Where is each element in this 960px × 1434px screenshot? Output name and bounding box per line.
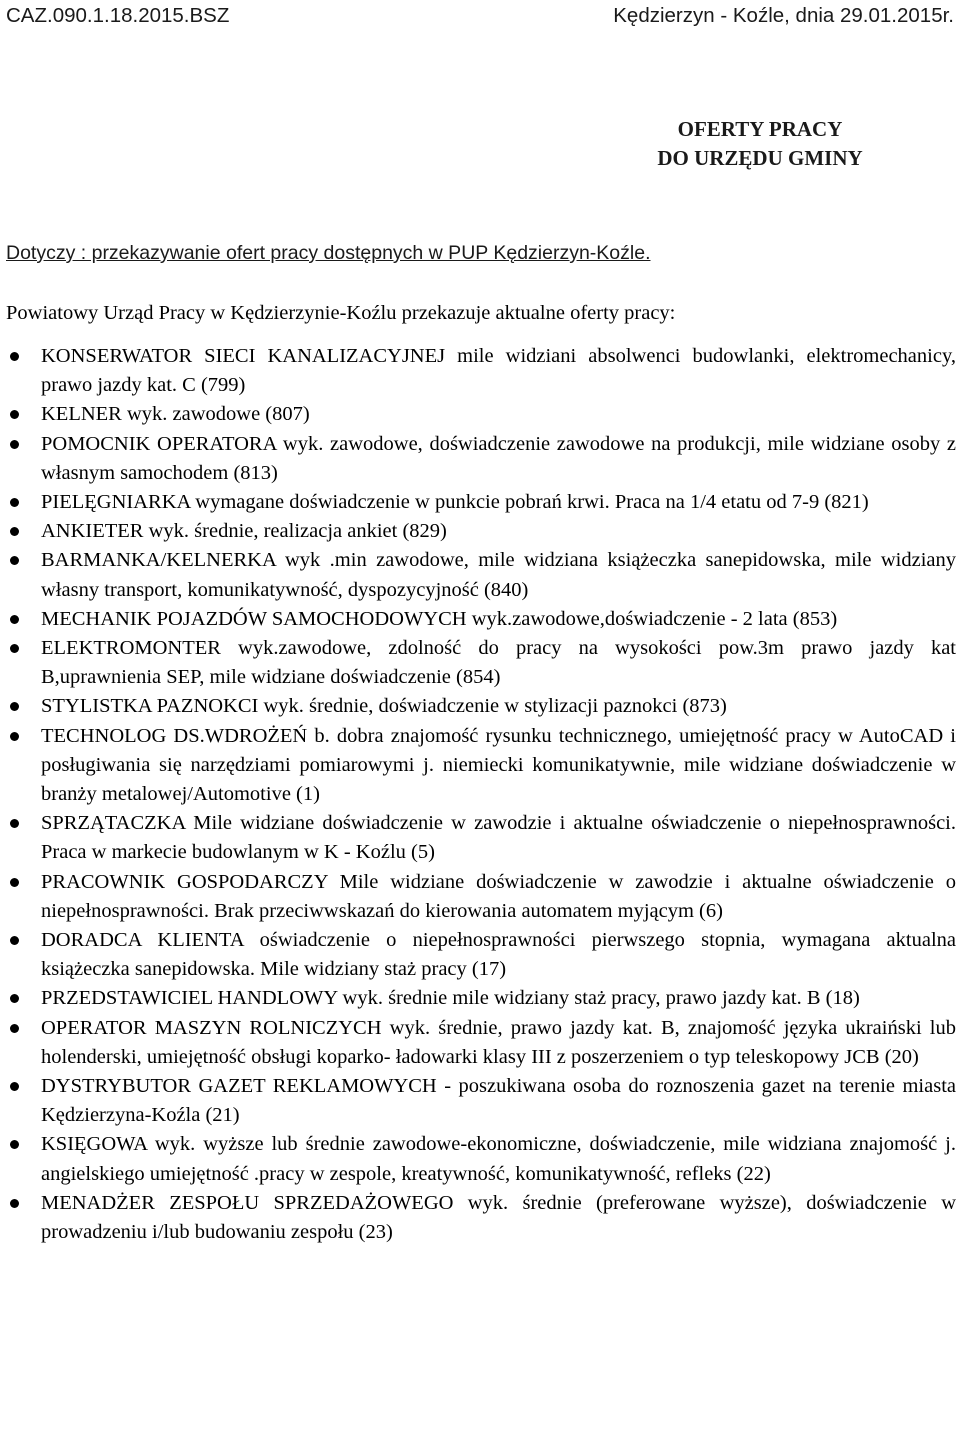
bullet-icon: [10, 702, 19, 711]
offer-text: KONSERWATOR SIECI KANALIZACYJNEJ mile widziani absolwenci budowlanki, elektromechanicy, prawo jazdy kat. C (799): [41, 345, 956, 397]
offer-text: PRZEDSTAWICIEL HANDLOWY wyk. średnie mile widziany staż pracy, prawo jazdy kat. B (18): [41, 987, 860, 1010]
job-offers-list: [0, 342, 960, 1247]
bullet-icon: [10, 352, 19, 361]
subject-line: Dotyczy : przekazywanie ofert pracy dostępnych w PUP Kędzierzyn-Koźle.: [6, 242, 651, 264]
list-item: [0, 926, 960, 984]
list-item: [0, 722, 960, 810]
bullet-icon: [10, 615, 19, 624]
offer-text: OPERATOR MASZYN ROLNICZYCH wyk. średnie, prawo jazdy kat. B, znajomość języka ukraiński lub holenderski, umiejętność obsługi koparko- ładowarki klasy III z poszerzeniem o typ teleskopowy JCB (20): [41, 1016, 956, 1068]
list-item: [0, 1072, 960, 1130]
list-item: [0, 809, 960, 867]
bullet-icon: [10, 732, 19, 741]
intro-paragraph: Powiatowy Urząd Pracy w Kędzierzynie-Koźlu przekazuje aktualne oferty pracy:: [6, 302, 676, 324]
reference-number: CAZ.090.1.18.2015.BSZ: [6, 4, 230, 27]
bullet-icon: [10, 440, 19, 449]
bullet-icon: [10, 878, 19, 887]
bullet-icon: [10, 819, 19, 828]
list-item: [0, 605, 960, 634]
bullet-icon: [10, 994, 19, 1003]
offer-text: ELEKTROMONTER wyk.zawodowe, zdolność do pracy na wysokości pow.3m prawo jazdy kat B,uprawnienia SEP, mile widziane doświadczenie (854): [41, 637, 956, 689]
offer-text: TECHNOLOG DS.WDROŻEŃ b. dobra znajomość rysunku technicznego, umiejętność pracy w AutoCAD i posługiwania się narzędziami pomiarowymi j. niemiecki komunikatywnie, mile widziane doświadczenie w branży metalowej/Automotive (1): [41, 724, 956, 806]
offer-text: POMOCNIK OPERATORA wyk. zawodowe, doświadczenie zawodowe na produkcji, mile widziane osoby z własnym samochodem (813): [41, 432, 956, 484]
title-line-1: OFERTY PRACY: [677, 117, 843, 141]
bullet-icon: [10, 556, 19, 565]
bullet-icon: [10, 410, 19, 419]
list-item: [0, 1130, 960, 1188]
list-item: [0, 634, 960, 692]
document-header: [6, 4, 954, 34]
list-item: [0, 868, 960, 926]
offer-text: PIELĘGNIARKA wymagane doświadczenie w punkcie pobrań krwi. Praca na 1/4 etatu od 7-9 (821): [41, 491, 869, 514]
list-item: [0, 400, 960, 429]
place-date: Kędzierzyn - Koźle, dnia 29.01.2015r.: [613, 4, 954, 27]
list-item: [0, 692, 960, 721]
bullet-icon: [10, 936, 19, 945]
list-item: [0, 1189, 960, 1247]
list-item: [0, 342, 960, 400]
offer-text: KSIĘGOWA wyk. wyższe lub średnie zawodowe-ekonomiczne, doświadczenie, mile widziana znajomość j. angielskiego umiejętność .pracy w zespole, kreatywność, komunikatywność, refleks (22): [41, 1133, 956, 1185]
offer-text: KELNER wyk. zawodowe (807): [41, 403, 310, 426]
list-item: [0, 430, 960, 488]
bullet-icon: [10, 1082, 19, 1091]
list-item: [0, 984, 960, 1013]
offer-text: SPRZĄTACZKA Mile widziane doświadczenie w zawodzie i aktualne oświadczenie o niepełnosprawności. Praca w markecie budowlanym w K - Koźlu (5): [41, 812, 956, 864]
offer-text: PRACOWNIK GOSPODARCZY Mile widziane doświadczenie w zawodzie i aktualne oświadczenie o niepełnosprawności. Brak przeciwwskazań do kierowania automatem myjącym (6): [41, 870, 956, 922]
bullet-icon: [10, 644, 19, 653]
offer-text: STYLISTKA PAZNOKCI wyk. średnie, doświadczenie w stylizacji paznokci (873): [41, 695, 727, 718]
offer-text: MECHANIK POJAZDÓW SAMOCHODOWYCH wyk.zawodowe,doświadczenie - 2 lata (853): [41, 607, 838, 630]
offer-text: DORADCA KLIENTA oświadczenie o niepełnosprawności pierwszego stopnia, wymagana aktualna książeczka sanepidowska. Mile widziany staż pracy (17): [41, 929, 956, 981]
title-line-2: DO URZĘDU GMINY: [657, 146, 863, 170]
list-item: [0, 517, 960, 546]
offer-text: BARMANKA/KELNERKA wyk .min zawodowe, mile widziana książeczka sanepidowska, mile widziany własny transport, komunikatywność, dyspozycyjność (840): [41, 549, 956, 601]
bullet-icon: [10, 527, 19, 536]
offer-text: DYSTRYBUTOR GAZET REKLAMOWYCH - poszukiwana osoba do roznoszenia gazet na terenie miasta Kędzierzyna-Koźla (21): [41, 1075, 956, 1127]
list-item: [0, 488, 960, 517]
bullet-icon: [10, 1024, 19, 1033]
bullet-icon: [10, 1199, 19, 1208]
offer-text: MENADŻER ZESPOŁU SPRZEDAŻOWEGO wyk. średnie (preferowane wyższe), doświadczenie w prowadzeniu i/lub budowaniu zespołu (23): [41, 1191, 956, 1244]
offer-text: ANKIETER wyk. średnie, realizacja ankiet (829): [41, 520, 447, 543]
list-item: [0, 546, 960, 604]
bullet-icon: [10, 1140, 19, 1149]
bullet-icon: [10, 498, 19, 507]
document-title: [560, 115, 960, 173]
list-item: [0, 1014, 960, 1072]
